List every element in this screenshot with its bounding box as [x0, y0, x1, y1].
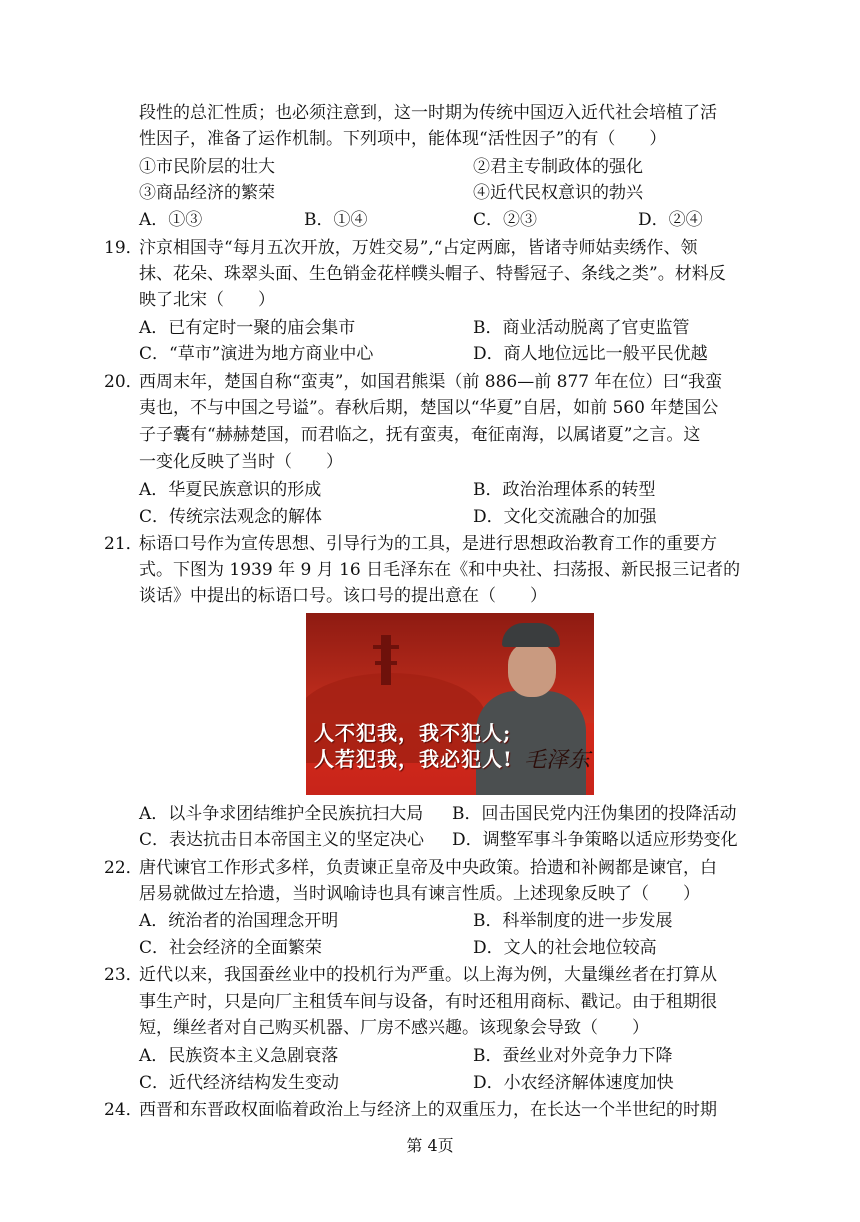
q18-option-d: D．②④ — [638, 210, 703, 230]
page-number-footer: 第 4页 — [406, 1136, 454, 1155]
q20-text-line-1: 西周末年，楚国自称“蛮夷”，如国君熊渠（前 886—前 877 年在位）曰“我蛮 — [139, 372, 723, 392]
q18-item-3: ③商品经济的繁荣 — [139, 183, 275, 203]
q18-option-a: A．①③ — [139, 210, 203, 230]
q22-number: 22． — [104, 858, 143, 878]
q23-number: 23． — [104, 965, 143, 985]
q21-number: 21． — [104, 534, 143, 554]
poster-slogan-line-1: 人不犯我，我不犯人; — [314, 721, 512, 745]
q22-text-line-2: 居易就做过左拾遗，当时讽喻诗也具有谏言性质。上述现象反映了（ ） — [139, 884, 700, 904]
q21-text-line-1: 标语口号作为宣传思想、引导行为的工具，是进行思想政治教育工作的重要方 — [139, 534, 717, 554]
q19-number: 19． — [104, 238, 143, 258]
q18-text-line-2: 性因子，准备了运作机制。下列项中，能体现“活性因子”的有（ ） — [139, 129, 667, 149]
q20-text-line-2: 夷也，不与中国之号谥”。春秋后期，楚国以“华夏”自居，如前 560 年楚国公 — [139, 398, 719, 418]
q21-text-line-2: 式。下图为 1939 年 9 月 16 日毛泽东在《和中央社、扫荡报、新民报三记者的 — [139, 560, 741, 580]
q23-option-c: C．近代经济结构发生变动 — [139, 1073, 340, 1093]
q22-text-line-1: 唐代谏官工作形式多样，负责谏正皇帝及中央政策。拾遗和补阙都是谏官，白 — [139, 858, 717, 878]
q21-option-d: D．调整军事斗争策略以适应形势变化 — [452, 830, 738, 850]
pagoda-silhouette — [381, 635, 391, 685]
q22-option-a: A．统治者的治国理念开明 — [139, 911, 339, 931]
poster-slogan-line-2: 人若犯我，我必犯人! — [314, 747, 513, 771]
q20-option-b: B．政治治理体系的转型 — [473, 480, 656, 500]
q18-option-c: C．②③ — [473, 210, 538, 230]
q22-option-d: D．文人的社会地位较高 — [473, 938, 657, 958]
q19-option-b: B．商业活动脱离了官吏监管 — [473, 318, 690, 338]
q24-number: 24． — [104, 1100, 143, 1120]
q20-option-c: C．传统宗法观念的解体 — [139, 507, 323, 527]
slogan-poster-image — [306, 613, 594, 795]
q18-item-4: ④近代民权意识的勃兴 — [473, 183, 643, 203]
poster-signature: 毛泽东 — [524, 748, 591, 773]
q23-text-line-3: 短，缫丝者对自己购买机器、厂房不感兴趣。该现象会导致（ ） — [139, 1018, 649, 1038]
q19-option-a: A．已有定时一聚的庙会集市 — [139, 318, 356, 338]
q21-option-b: B．回击国民党内汪伪集团的投降活动 — [452, 804, 737, 824]
q19-text-line-2: 抹、花朵、珠翠头面、生色销金花样幞头帽子、特髻冠子、条线之类”。材料反 — [139, 264, 726, 284]
q23-option-b: B．蚕丝业对外竞争力下降 — [473, 1046, 673, 1066]
q18-item-1: ①市民阶层的壮大 — [139, 157, 275, 177]
q20-option-d: D．文化交流融合的加强 — [473, 507, 657, 527]
q18-item-2: ②君主专制政体的强化 — [473, 157, 643, 177]
q19-text-line-3: 映了北宋（ ） — [139, 290, 275, 310]
q23-text-line-2: 事生产时，只是向厂主租赁车间与设备，有时还租用商标、戳记。由于租期很 — [139, 992, 717, 1012]
q23-option-d: D．小农经济解体速度加快 — [473, 1073, 674, 1093]
q21-option-c: C．表达抗击日本帝国主义的坚定决心 — [139, 830, 425, 850]
q20-option-a: A．华夏民族意识的形成 — [139, 480, 322, 500]
q19-option-d: D．商人地位远比一般平民优越 — [473, 344, 708, 364]
q21-option-a: A．以斗争求团结维护全民族抗扫大局 — [139, 804, 424, 824]
q19-text-line-1: 汴京相国寺“每月五次开放，万姓交易”,“占定两廊，皆诸寺师姑卖绣作、领 — [139, 238, 698, 258]
q20-text-line-4: 一变化反映了当时（ ） — [139, 452, 343, 472]
q18-text-line-1: 段性的总汇性质；也必须注意到，这一时期为传统中国迈入近代社会培植了活 — [139, 103, 717, 123]
q18-option-b: B．①④ — [304, 210, 368, 230]
q21-text-line-3: 谈话》中提出的标语口号。该口号的提出意在（ ） — [139, 586, 547, 606]
q22-option-c: C．社会经济的全面繁荣 — [139, 938, 323, 958]
q24-text-line-1: 西晋和东晋政权面临着政治上与经济上的双重压力，在长达一个半世纪的时期 — [139, 1100, 717, 1120]
q23-option-a: A．民族资本主义急剧衰落 — [139, 1046, 339, 1066]
q19-option-c: C．“草市”演进为地方商业中心 — [139, 344, 374, 364]
q22-option-b: B．科举制度的进一步发展 — [473, 911, 673, 931]
q20-text-line-3: 子子囊有“赫赫楚国，而君临之，抚有蛮夷，奄征南海，以属诸夏”之言。这 — [139, 425, 701, 445]
q23-text-line-1: 近代以来，我国蚕丝业中的投机行为严重。以上海为例，大量缫丝者在打算从 — [139, 965, 717, 985]
q20-number: 20． — [104, 372, 143, 392]
